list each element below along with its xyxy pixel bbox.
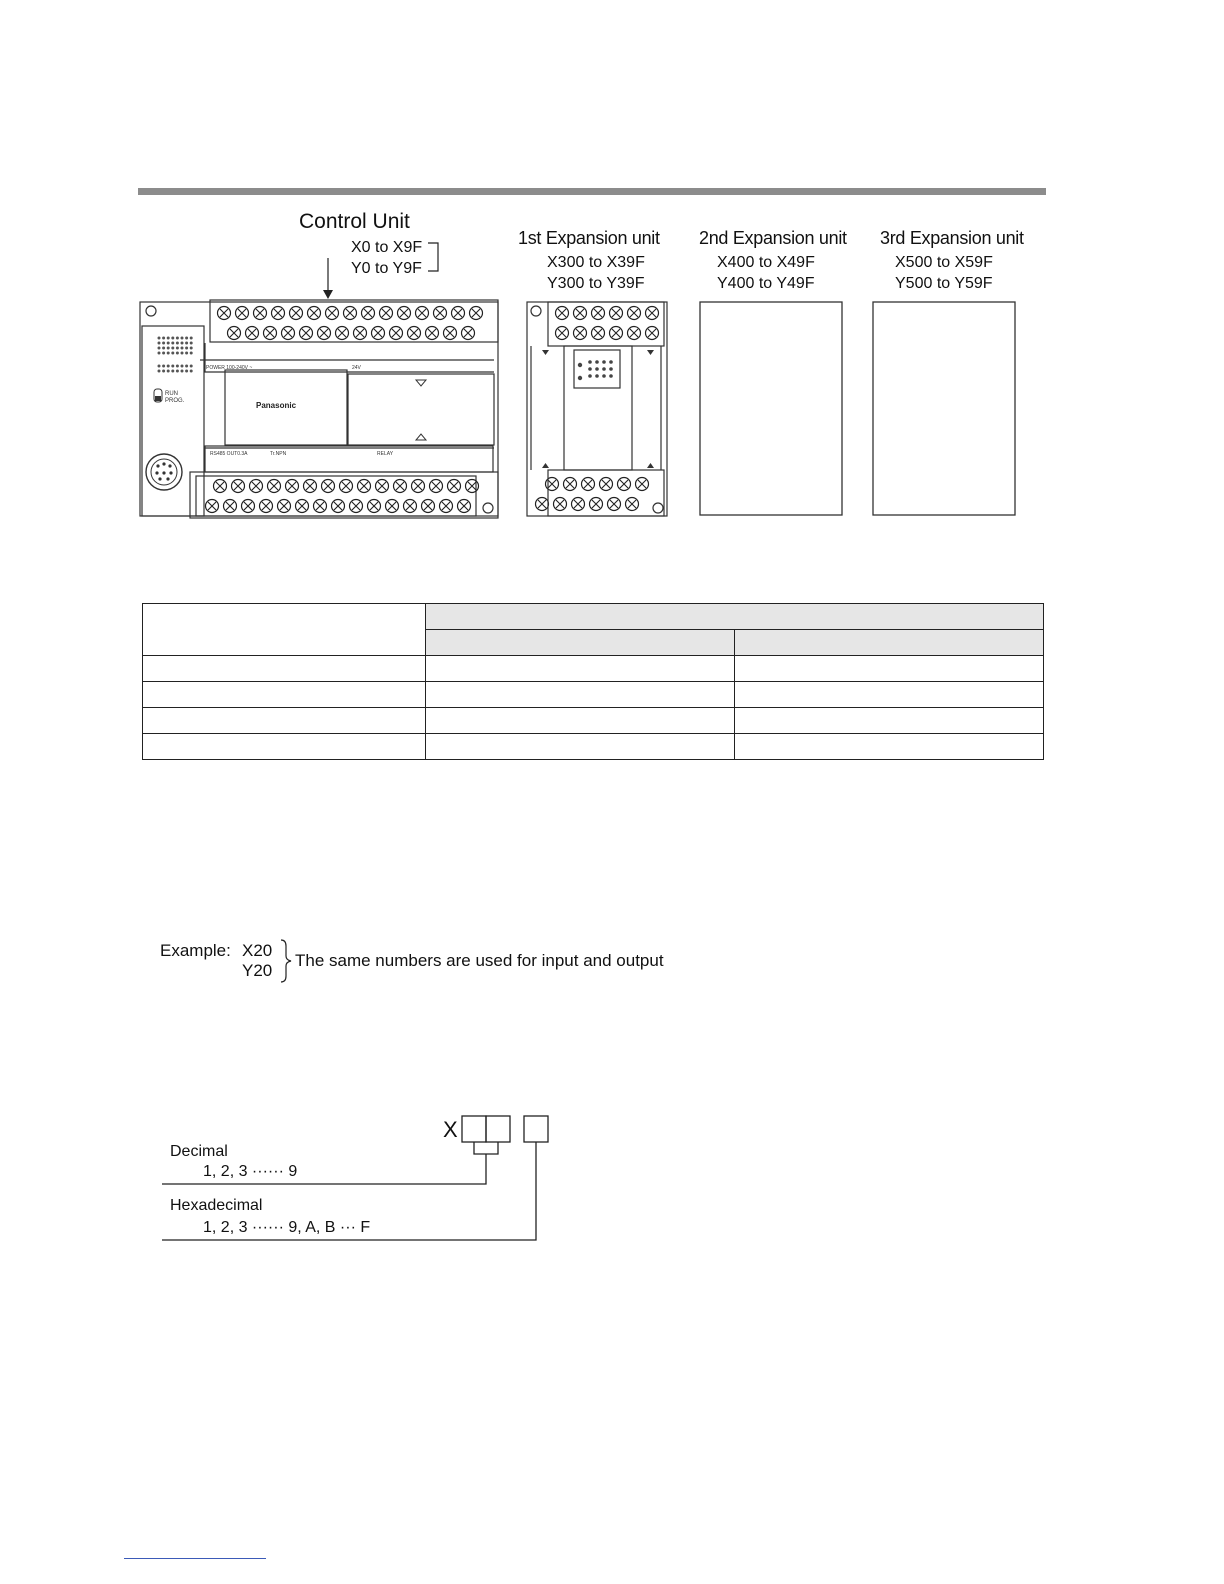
led-dot <box>158 337 161 340</box>
led-dot <box>595 374 599 378</box>
control-unit-drawing <box>140 300 498 518</box>
terminal-screw <box>582 478 595 491</box>
led-dot <box>176 352 179 355</box>
led-dot <box>185 370 188 373</box>
led-dot <box>588 374 592 378</box>
terminal-screw <box>536 498 549 511</box>
table-row <box>143 656 1044 682</box>
table-row <box>143 708 1044 734</box>
table-header-cell <box>426 604 1044 630</box>
led-dot <box>171 352 174 355</box>
expansion-3-title: 3rd Expansion unit <box>880 228 1024 248</box>
led-dot <box>158 365 161 368</box>
terminal-screw <box>590 498 603 511</box>
terminal-screw <box>608 498 621 511</box>
terminal-screw <box>600 478 613 491</box>
terminal-screw <box>610 307 623 320</box>
led-indicators <box>158 337 193 373</box>
terminal-screw <box>354 327 367 340</box>
led-dot <box>167 342 170 345</box>
led-dot <box>158 370 161 373</box>
led-dot <box>167 337 170 340</box>
pointer-arrow-head <box>323 290 333 299</box>
led-dot <box>176 337 179 340</box>
hex-digit-box <box>524 1116 548 1142</box>
terminal-screw <box>434 307 447 320</box>
terminal-screw <box>326 307 339 320</box>
terminal-screw <box>430 480 443 493</box>
prog-label: PROG. <box>165 398 185 404</box>
led-dot <box>162 342 165 345</box>
led-dot <box>158 342 161 345</box>
led-dot <box>167 370 170 373</box>
led-dot <box>578 363 582 367</box>
terminal-screw <box>386 500 399 513</box>
control-unit-frame <box>140 302 498 516</box>
hex-values: 1, 2, 3 ······ 9, A, B ··· F <box>203 1219 371 1236</box>
terminal-screw <box>358 480 371 493</box>
cover-arrow-up <box>416 434 426 440</box>
terminal-screw <box>282 327 295 340</box>
table-header-cell <box>426 630 735 656</box>
terminal-screw <box>556 327 569 340</box>
terminal-screw <box>228 327 241 340</box>
expansion-2-output-range: Y400 to Y49F <box>717 275 815 292</box>
led-dot <box>176 342 179 345</box>
led-dot <box>171 337 174 340</box>
terminal-screw <box>376 480 389 493</box>
terminal-screw <box>242 500 255 513</box>
io-table <box>142 603 1044 760</box>
terminal-screw <box>206 500 219 513</box>
led-dot <box>190 337 193 340</box>
led-dot <box>185 347 188 350</box>
led-dot <box>162 337 165 340</box>
terminal-screw <box>318 327 331 340</box>
example-brace <box>278 938 294 984</box>
run-label: RUN <box>165 391 178 397</box>
terminal-screw <box>290 307 303 320</box>
terminal-screw <box>390 327 403 340</box>
terminal-screw <box>260 500 273 513</box>
terminal-screw <box>322 480 335 493</box>
led-dot <box>171 370 174 373</box>
terminal-screw <box>646 327 659 340</box>
terminal-screw <box>404 500 417 513</box>
led-dot <box>171 342 174 345</box>
terminal-screw <box>556 307 569 320</box>
expansion-3-output-range: Y500 to Y59F <box>895 275 993 292</box>
terminal-screw <box>296 500 309 513</box>
example-input: X20 <box>242 941 273 960</box>
led-dot <box>162 370 165 373</box>
led-dot <box>167 347 170 350</box>
decimal-digit-box <box>462 1116 486 1142</box>
terminal-screw <box>224 500 237 513</box>
led-dot <box>162 365 165 368</box>
led-dot <box>162 352 165 355</box>
terminal-screw <box>214 480 227 493</box>
example-note: The same numbers are used for input and output <box>295 951 664 970</box>
terminal-screw <box>332 500 345 513</box>
plc-diagram <box>0 0 1224 560</box>
led-dot <box>181 365 184 368</box>
led-dot <box>185 352 188 355</box>
expansion-2-frame <box>700 302 842 515</box>
control-unit-input-range: X0 to X9F <box>351 239 423 256</box>
led-dot <box>190 352 193 355</box>
led-dot <box>609 374 613 378</box>
run-prog-switch-knob <box>155 396 161 401</box>
terminal-screw <box>572 498 585 511</box>
terminal-screw <box>372 327 385 340</box>
terminal-screw <box>272 307 285 320</box>
led-dot <box>181 370 184 373</box>
terminal-screw <box>250 480 263 493</box>
terminal-screw <box>218 307 231 320</box>
relay-label: RELAY <box>377 451 394 457</box>
terminal-screw <box>628 307 641 320</box>
led-dot <box>190 347 193 350</box>
led-dot <box>602 360 606 364</box>
example-output: Y20 <box>242 961 273 980</box>
led-dot <box>185 365 188 368</box>
tr-npn-label: Tr.NPN <box>270 451 287 457</box>
terminal-screw <box>440 500 453 513</box>
hex-label: Hexadecimal <box>170 1197 263 1214</box>
terminal-screw <box>564 478 577 491</box>
example-prefix: Example: <box>160 941 231 960</box>
terminal-screw <box>574 327 587 340</box>
terminal-screw <box>452 307 465 320</box>
terminal-screw <box>246 327 259 340</box>
table-row <box>143 682 1044 708</box>
terminal-screw <box>444 327 457 340</box>
led-dot <box>588 367 592 371</box>
terminal-screw <box>448 480 461 493</box>
led-dot <box>185 337 188 340</box>
control-unit-title: Control Unit <box>299 210 410 233</box>
led-dot <box>162 347 165 350</box>
led-dot <box>595 367 599 371</box>
led-dot <box>167 352 170 355</box>
cover-arrow-down <box>416 380 426 386</box>
led-dot <box>190 365 193 368</box>
expansion-3-frame <box>873 302 1015 515</box>
expansion-2-input-range: X400 to X49F <box>717 254 815 271</box>
terminal-screw <box>344 307 357 320</box>
decimal-label: Decimal <box>170 1143 228 1160</box>
terminal-screw <box>422 500 435 513</box>
terminal-screw <box>554 498 567 511</box>
led-dot <box>171 365 174 368</box>
terminal-screw <box>618 478 631 491</box>
terminal-screw <box>340 480 353 493</box>
terminal-screw <box>394 480 407 493</box>
terminal-screw <box>626 498 639 511</box>
decimal-digit-box <box>486 1116 510 1142</box>
led-dot <box>602 367 606 371</box>
terminal-screw <box>368 500 381 513</box>
table-row <box>143 734 1044 760</box>
led-dot <box>609 367 613 371</box>
terminal-screw <box>408 327 421 340</box>
terminal-screw <box>380 307 393 320</box>
terminal-screw <box>458 500 471 513</box>
v24-label: 24V <box>352 365 361 371</box>
terminal-screw <box>362 307 375 320</box>
control-unit-output-range: Y0 to Y9F <box>351 260 422 277</box>
terminal-screw <box>300 327 313 340</box>
terminal-screw <box>314 500 327 513</box>
expansion-3-input-range: X500 to X59F <box>895 254 993 271</box>
decimal-values: 1, 2, 3 ······ 9 <box>203 1163 298 1180</box>
terminal-screw <box>336 327 349 340</box>
terminal-screw <box>232 480 245 493</box>
led-dot <box>578 376 582 380</box>
terminal-screw <box>426 327 439 340</box>
terminal-screw <box>592 307 605 320</box>
expansion-2-title: 2nd Expansion unit <box>699 228 847 248</box>
expansion-1-input-range: X300 to X39F <box>547 254 645 271</box>
led-dot <box>181 337 184 340</box>
terminal-screw <box>254 307 267 320</box>
led-dot <box>595 360 599 364</box>
led-dot <box>181 342 184 345</box>
terminal-screw <box>416 307 429 320</box>
terminal-screw <box>268 480 281 493</box>
terminal-screw <box>470 307 483 320</box>
terminal-screw <box>308 307 321 320</box>
led-dot <box>609 360 613 364</box>
terminal-screw <box>350 500 363 513</box>
terminal-screw <box>412 480 425 493</box>
rs485-label: RS485 OUT0.3A <box>210 451 248 457</box>
led-dot <box>158 352 161 355</box>
brand-logo: Panasonic <box>256 401 297 410</box>
led-dot <box>176 347 179 350</box>
table-header-cell <box>735 630 1044 656</box>
terminal-screw <box>646 307 659 320</box>
led-dot <box>181 352 184 355</box>
terminal-screw <box>398 307 411 320</box>
terminal-screw <box>628 327 641 340</box>
terminal-screw <box>286 480 299 493</box>
terminal-screw <box>462 327 475 340</box>
led-dot <box>176 365 179 368</box>
table-header-cell <box>143 604 426 656</box>
terminal-screw <box>610 327 623 340</box>
led-dot <box>181 347 184 350</box>
led-dot <box>602 374 606 378</box>
led-dot <box>185 342 188 345</box>
led-dot <box>190 370 193 373</box>
led-dot <box>588 360 592 364</box>
led-dot <box>190 342 193 345</box>
terminal-screw <box>304 480 317 493</box>
range-bracket <box>428 243 438 271</box>
led-dot <box>171 347 174 350</box>
footer-link-underline <box>124 1558 266 1559</box>
led-dot <box>176 370 179 373</box>
terminal-screw <box>236 307 249 320</box>
terminal-screw <box>264 327 277 340</box>
led-dot <box>158 347 161 350</box>
numbering-letter: X <box>443 1117 458 1142</box>
terminal-screw <box>636 478 649 491</box>
terminal-screw <box>592 327 605 340</box>
power-label: POWER 100-240V ~ <box>206 365 253 371</box>
terminal-screw <box>574 307 587 320</box>
terminal-screw <box>278 500 291 513</box>
expansion-1-title: 1st Expansion unit <box>518 228 660 248</box>
expansion-1-output-range: Y300 to Y39F <box>547 275 645 292</box>
led-dot <box>167 365 170 368</box>
